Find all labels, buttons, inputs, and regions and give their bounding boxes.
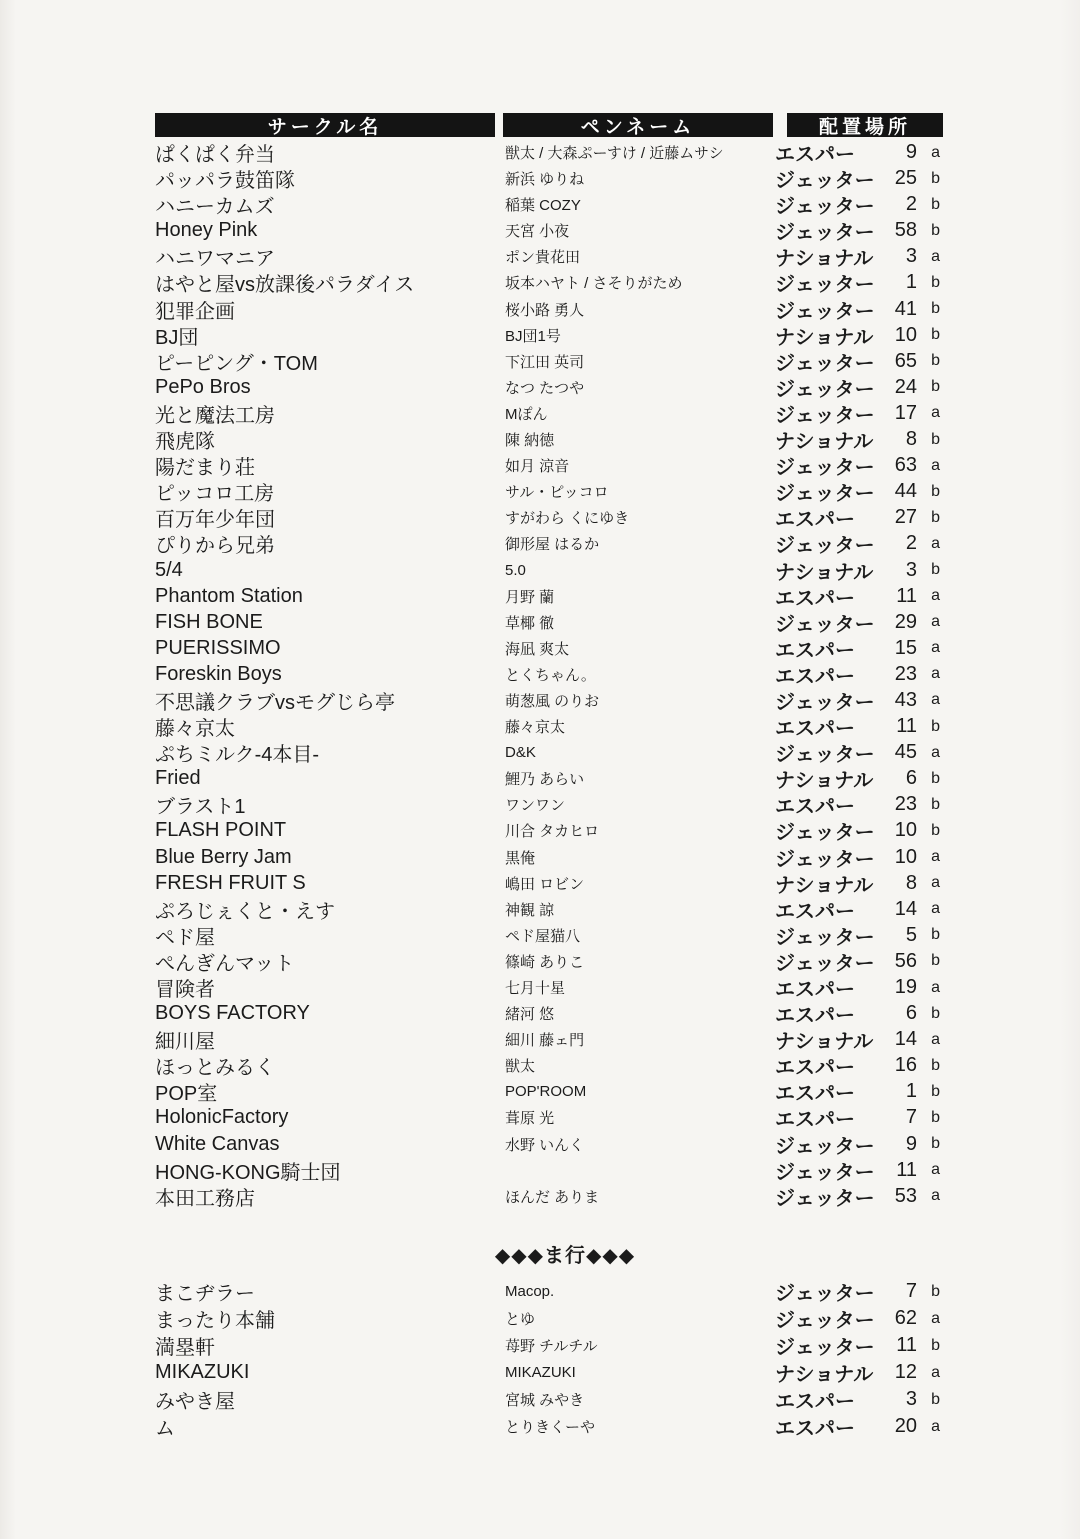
placement-number: 41 — [894, 297, 917, 320]
placement-seat: a — [931, 456, 940, 474]
pen-name: BJ団1号 — [505, 327, 561, 345]
table-row — [155, 373, 943, 399]
circle-name: ペド屋 — [155, 926, 215, 949]
circle-name: ほっとみるく — [155, 1057, 275, 1080]
placement-seat: b — [931, 273, 940, 291]
placement-seat: b — [931, 482, 940, 500]
placement-seat: b — [931, 1390, 940, 1408]
placement-seat: b — [931, 221, 940, 239]
table-row — [155, 268, 943, 297]
table-row — [155, 738, 943, 767]
placement-number: 10 — [894, 819, 917, 842]
placement-seat: a — [931, 1309, 940, 1327]
placement-seat: a — [931, 978, 940, 996]
placement-area: ジェッター — [775, 300, 875, 323]
circle-name: ぷろじぇくと・えす — [155, 900, 335, 923]
placement-seat: b — [931, 430, 940, 448]
pen-name: 鯉乃 あらい — [505, 771, 585, 789]
placement-number: 11 — [896, 1158, 917, 1181]
table-row — [155, 425, 943, 454]
pen-name: Mぽん — [505, 405, 548, 423]
placement-seat: a — [931, 874, 940, 892]
circle-name: ぷちミルク-4本目- — [155, 744, 320, 767]
circle-name: みやき屋 — [155, 1391, 235, 1413]
table-row — [155, 1331, 943, 1358]
placement-seat: a — [931, 143, 940, 161]
table-row — [155, 190, 943, 219]
circle-name: ぺんぎんマット — [155, 952, 295, 975]
circle-name: Fried — [155, 767, 201, 790]
placement-number: 23 — [894, 662, 917, 685]
placement-area: ジェッター — [775, 378, 875, 401]
placement-seat: b — [931, 1056, 940, 1074]
circle-name: はやと屋vs放課後パラダイス — [155, 274, 415, 297]
pen-name: すがわら くにゆき — [505, 510, 630, 528]
placement-area: エスパー — [775, 1057, 855, 1080]
placement-seat: b — [931, 1004, 940, 1022]
placement-number: 14 — [894, 1028, 917, 1051]
table-row — [155, 321, 943, 347]
placement-area: ジェッター — [775, 952, 875, 975]
placement-seat: b — [931, 169, 940, 187]
placement-seat: a — [931, 1161, 940, 1179]
placement-number: 3 — [905, 245, 917, 268]
placement-number: 3 — [905, 558, 917, 581]
placement-area: ナショナル — [775, 248, 874, 271]
placement-seat: b — [931, 1082, 940, 1100]
table-row — [155, 686, 943, 712]
circle-name: 冒険者 — [155, 979, 215, 1001]
table-row — [155, 816, 943, 845]
pen-name: 下江田 英司 — [505, 353, 585, 371]
column-header-circle-name — [155, 113, 495, 137]
placement-number: 45 — [894, 741, 917, 764]
placement-number: 11 — [896, 584, 917, 607]
placement-number: 1 — [905, 1080, 917, 1103]
placement-number: 20 — [894, 1415, 917, 1437]
circle-name: 百万年少年団 — [155, 509, 275, 532]
placement-number: 56 — [894, 949, 917, 972]
circle-name: 不思議クラブvsモグじら亭 — [155, 691, 395, 714]
placement-area: ナショナル — [775, 1364, 874, 1386]
pen-name: 如月 涼音 — [505, 458, 570, 476]
placement-seat: b — [931, 1336, 940, 1354]
placement-seat: a — [931, 1030, 940, 1048]
placement-number: 25 — [894, 167, 917, 190]
pen-name: 神観 諒 — [505, 901, 555, 919]
placement-number: 19 — [894, 976, 917, 998]
circle-name: パッパラ鼓笛隊 — [155, 170, 295, 193]
table-row — [155, 347, 943, 373]
pen-name: 宮城 みやき — [505, 1392, 585, 1409]
table-row — [155, 529, 943, 558]
pen-name: 桜小路 勇人 — [505, 301, 585, 319]
placement-number: 3 — [905, 1388, 917, 1410]
placement-seat: a — [931, 1187, 940, 1205]
placement-seat: a — [931, 665, 940, 683]
table-row — [155, 1156, 943, 1182]
circle-name: Foreskin Boys — [155, 662, 282, 685]
circle-name: 藤々京太 — [155, 718, 235, 741]
pen-name: 萌葱風 のりお — [505, 692, 600, 710]
placement-area: ナショナル — [775, 770, 874, 793]
placement-number: 7 — [905, 1106, 917, 1129]
circle-name: ハニーカムズ — [155, 196, 275, 219]
table-row — [155, 1077, 943, 1106]
table-row — [155, 843, 943, 869]
placement-seat: b — [931, 378, 940, 396]
placement-number: 29 — [894, 610, 917, 633]
circle-name: まったり本舗 — [155, 1310, 275, 1332]
pen-name: ほんだ ありま — [505, 1188, 600, 1206]
placement-seat: a — [931, 848, 940, 866]
pen-name: POP'ROOM — [505, 1083, 587, 1101]
pen-name: 篠崎 ありこ — [505, 953, 585, 971]
table-row — [155, 1385, 943, 1412]
column-header-label: サークル名 — [267, 116, 383, 138]
placement-number: 17 — [894, 401, 917, 424]
placement-seat: b — [931, 1282, 940, 1300]
placement-number: 6 — [905, 1002, 917, 1025]
placement-area: エスパー — [775, 639, 855, 662]
placement-area: ナショナル — [775, 431, 874, 454]
circle-name: BOYS FACTORY — [155, 1002, 310, 1025]
pen-name: なつ たつや — [505, 379, 585, 397]
circle-name: 満塁軒 — [155, 1337, 215, 1359]
placement-area: エスパー — [775, 1005, 855, 1028]
placement-area: ジェッター — [775, 1337, 875, 1359]
circle-name: BJ団 — [155, 326, 199, 349]
table-row — [155, 634, 943, 660]
placement-number: 63 — [894, 454, 917, 477]
table-row — [155, 477, 943, 506]
pen-name: 御形屋 はるか — [505, 536, 600, 554]
placement-seat: a — [931, 900, 940, 918]
placement-number: 43 — [894, 688, 917, 711]
pen-name: サル・ピッコロ — [505, 484, 609, 502]
pen-name: 黒俺 — [505, 849, 536, 867]
placement-number: 12 — [894, 1361, 917, 1383]
placement-area: エスパー — [775, 665, 855, 688]
placement-area: エスパー — [775, 587, 855, 610]
placement-area: ジェッター — [775, 196, 875, 219]
placement-area: エスパー — [775, 900, 855, 923]
circle-name: HolonicFactory — [155, 1106, 289, 1129]
placement-area: ナショナル — [775, 1031, 874, 1054]
pen-name: 細川 藤ェ門 — [505, 1032, 585, 1050]
table-row — [155, 556, 943, 582]
table-row — [155, 164, 943, 193]
circle-name: PUERISSIMO — [155, 636, 281, 659]
placement-area: ジェッター — [775, 1135, 875, 1158]
table-row — [155, 1412, 943, 1439]
circle-name: HONG-KONG騎士団 — [155, 1161, 341, 1184]
table-row — [155, 1130, 943, 1156]
table-row — [155, 295, 943, 321]
placement-number: 23 — [894, 793, 917, 816]
table-row — [155, 764, 943, 793]
placement-area: エスパー — [775, 796, 855, 819]
pen-name: 月野 蘭 — [505, 588, 555, 606]
circle-name: 陽だまり荘 — [155, 457, 255, 480]
placement-number: 53 — [894, 1184, 917, 1207]
circle-list-ma-gyou — [155, 1277, 943, 1439]
pen-name: 陳 納徳 — [505, 432, 555, 450]
table-row — [155, 712, 943, 741]
placement-seat: a — [931, 639, 940, 657]
placement-seat: a — [931, 404, 940, 422]
placement-number: 2 — [905, 193, 917, 216]
pen-name: 獣太 — [505, 1058, 536, 1076]
table-row — [155, 138, 943, 164]
table-row — [155, 947, 943, 973]
placement-number: 6 — [905, 767, 917, 790]
table-row — [155, 921, 943, 947]
circle-name: 光と魔法工房 — [155, 404, 275, 427]
placement-number: 65 — [894, 349, 917, 372]
placement-number: 24 — [894, 375, 917, 398]
pen-name: 川合 タカヒロ — [505, 823, 600, 841]
placement-seat: b — [931, 717, 940, 735]
placement-number: 14 — [894, 897, 917, 920]
table-row — [155, 1304, 943, 1331]
table-row — [155, 582, 943, 608]
placement-area: ジェッター — [775, 1283, 875, 1305]
placement-seat: b — [931, 769, 940, 787]
placement-area: ジェッター — [775, 1187, 875, 1210]
circle-name: MIKAZUKI — [155, 1361, 250, 1383]
placement-number: 11 — [896, 1334, 917, 1356]
placement-area: ジェッター — [775, 822, 875, 845]
placement-area: エスパー — [775, 1418, 855, 1440]
placement-number: 62 — [894, 1307, 917, 1329]
placement-area: ジェッター — [775, 926, 875, 949]
circle-name: ぴりから兄弟 — [155, 535, 275, 558]
circle-name: 犯罪企画 — [155, 300, 235, 323]
placement-seat: b — [931, 561, 940, 578]
placement-seat: a — [931, 1417, 940, 1435]
circle-name: Blue Berry Jam — [155, 845, 292, 868]
placement-number: 9 — [905, 1132, 917, 1155]
column-header-pen-name — [503, 113, 773, 137]
placement-number: 15 — [894, 636, 917, 659]
table-row — [155, 399, 943, 425]
placement-area: ジェッター — [775, 170, 875, 193]
placement-number: 10 — [894, 323, 917, 346]
pen-name: 藤々京太 — [505, 719, 566, 737]
placement-area: ナショナル — [775, 874, 874, 897]
circle-name: Honey Pink — [155, 219, 258, 242]
pen-name: 新浜 ゆりね — [505, 171, 585, 189]
table-row — [155, 869, 943, 895]
pen-name: 稲葉 COZY — [505, 197, 581, 215]
circle-name: FISH BONE — [155, 610, 263, 633]
placement-seat: a — [931, 1363, 940, 1381]
placement-area: エスパー — [775, 1109, 855, 1132]
table-row — [155, 1103, 943, 1132]
placement-seat: b — [931, 195, 940, 213]
table-row — [155, 1182, 943, 1208]
circle-name: ム — [155, 1418, 175, 1440]
placement-number: 9 — [905, 141, 917, 163]
placement-seat: b — [931, 926, 940, 944]
placement-area: ジェッター — [775, 352, 875, 375]
placement-seat: b — [931, 1135, 940, 1153]
circle-list-main — [155, 138, 943, 1208]
circle-name: ぱくぱく弁当 — [155, 144, 275, 166]
pen-name: 緒河 悠 — [505, 1006, 555, 1024]
pen-name: ポン貴花田 — [505, 249, 581, 267]
placement-number: 11 — [896, 715, 917, 738]
placement-number: 8 — [905, 871, 917, 894]
placement-number: 58 — [894, 219, 917, 242]
placement-number: 10 — [894, 845, 917, 868]
pen-name: 草椰 徹 — [505, 614, 555, 632]
pen-name: 葺原 光 — [505, 1110, 555, 1128]
placement-seat: a — [931, 534, 940, 552]
circle-name: ハニワマニア — [155, 248, 275, 271]
placement-seat: b — [931, 326, 940, 344]
circle-name: ピーピング・TOM — [155, 352, 318, 375]
placement-area: ジェッター — [775, 535, 875, 558]
placement-area: ジェッター — [775, 274, 875, 297]
placement-area: ジェッター — [775, 404, 875, 427]
pen-name: 嶋田 ロビン — [505, 875, 585, 893]
table-row — [155, 242, 943, 271]
pen-name: MIKAZUKI — [505, 1364, 576, 1381]
placement-seat: a — [931, 587, 940, 605]
table-row — [155, 1277, 943, 1304]
table-row — [155, 503, 943, 532]
placement-area: ジェッター — [775, 744, 875, 767]
pen-name: 苺野 チルチル — [505, 1338, 598, 1355]
placement-area: エスパー — [775, 509, 855, 532]
circle-name: Phantom Station — [155, 584, 303, 607]
pen-name: 天宮 小夜 — [505, 223, 570, 241]
table-row — [155, 216, 943, 245]
placement-number: 1 — [905, 271, 917, 294]
table-row — [155, 1025, 943, 1054]
placement-seat: a — [931, 247, 940, 265]
pen-name: とくちゃん。 — [505, 666, 596, 684]
table-row — [155, 973, 943, 999]
section-divider-ma-gyou: ◆◆◆ま行◆◆◆ — [494, 1245, 636, 1267]
placement-area: エスパー — [775, 979, 855, 1001]
table-row — [155, 790, 943, 819]
placement-seat: a — [931, 613, 940, 631]
circle-name: White Canvas — [155, 1132, 280, 1155]
circle-name: 細川屋 — [155, 1031, 215, 1054]
pen-name: とりきくーや — [505, 1419, 596, 1436]
placement-area: ナショナル — [775, 326, 874, 349]
placement-area: エスパー — [775, 144, 855, 166]
table-row — [155, 895, 943, 921]
placement-area: エスパー — [775, 1391, 855, 1413]
column-header-label: 配置場所 — [818, 116, 911, 138]
placement-number: 2 — [905, 532, 917, 555]
circle-name: POP室 — [155, 1083, 218, 1106]
placement-area: ジェッター — [775, 1310, 875, 1332]
placement-area: ジェッター — [775, 483, 875, 506]
circle-name: FRESH FRUIT S — [155, 871, 306, 894]
placement-area: エスパー — [775, 718, 855, 741]
placement-number: 5 — [905, 923, 917, 946]
placement-seat: b — [931, 352, 940, 370]
circle-name: ブラスト1 — [155, 796, 246, 819]
table-row — [155, 999, 943, 1028]
placement-area: エスパー — [775, 1083, 855, 1106]
placement-seat: a — [931, 691, 940, 709]
pen-name: 水野 いんく — [505, 1136, 585, 1154]
table-row — [155, 1051, 943, 1080]
placement-number: 44 — [894, 480, 917, 503]
table-row — [155, 608, 943, 634]
circle-name: 5/4 — [155, 558, 183, 581]
placement-area: ジェッター — [775, 1161, 875, 1184]
placement-area: ジェッター — [775, 613, 875, 636]
placement-number: 16 — [894, 1054, 917, 1077]
column-header-label: ペンネーム — [580, 116, 696, 138]
pen-name: ペド屋猫八 — [505, 927, 581, 945]
circle-name: 本田工務店 — [155, 1187, 255, 1210]
pen-name: とゆ — [505, 1311, 536, 1328]
pen-name: 5.0 — [505, 561, 526, 579]
pen-name: D&K — [505, 744, 536, 762]
placement-seat: b — [931, 1108, 940, 1126]
placement-seat: b — [931, 508, 940, 526]
pen-name: 坂本ハヤト / さそりがため — [505, 275, 683, 293]
pen-name: ワンワン — [505, 797, 566, 815]
circle-name: FLASH POINT — [155, 819, 287, 842]
pen-name: Macop. — [505, 1283, 555, 1300]
placement-number: 7 — [905, 1280, 917, 1302]
placement-number: 8 — [905, 428, 917, 451]
placement-area: ジェッター — [775, 848, 875, 871]
placement-area: ジェッター — [775, 457, 875, 480]
placement-area: ジェッター — [775, 222, 875, 245]
column-header-placement — [787, 113, 943, 137]
placement-area: ナショナル — [775, 561, 874, 584]
placement-seat: a — [931, 743, 940, 761]
placement-number: 27 — [894, 506, 917, 529]
circle-name: PePo Bros — [155, 375, 251, 398]
pen-name: 獣太 / 大森ぷーすけ / 近藤ムサシ — [505, 145, 724, 162]
placement-seat: b — [931, 821, 940, 839]
table-row — [155, 660, 943, 686]
circle-name: ピッコロ工房 — [155, 483, 275, 506]
pen-name: 七月十星 — [505, 980, 566, 997]
placement-area: ジェッター — [775, 691, 875, 714]
table-row — [155, 1358, 943, 1385]
circle-name: まこヂラー — [155, 1283, 255, 1305]
table-row — [155, 451, 943, 480]
placement-seat: b — [931, 300, 940, 318]
placement-seat: b — [931, 952, 940, 970]
placement-seat: b — [931, 795, 940, 813]
pen-name: 海凪 爽太 — [505, 640, 570, 658]
circle-name: 飛虎隊 — [155, 431, 215, 454]
